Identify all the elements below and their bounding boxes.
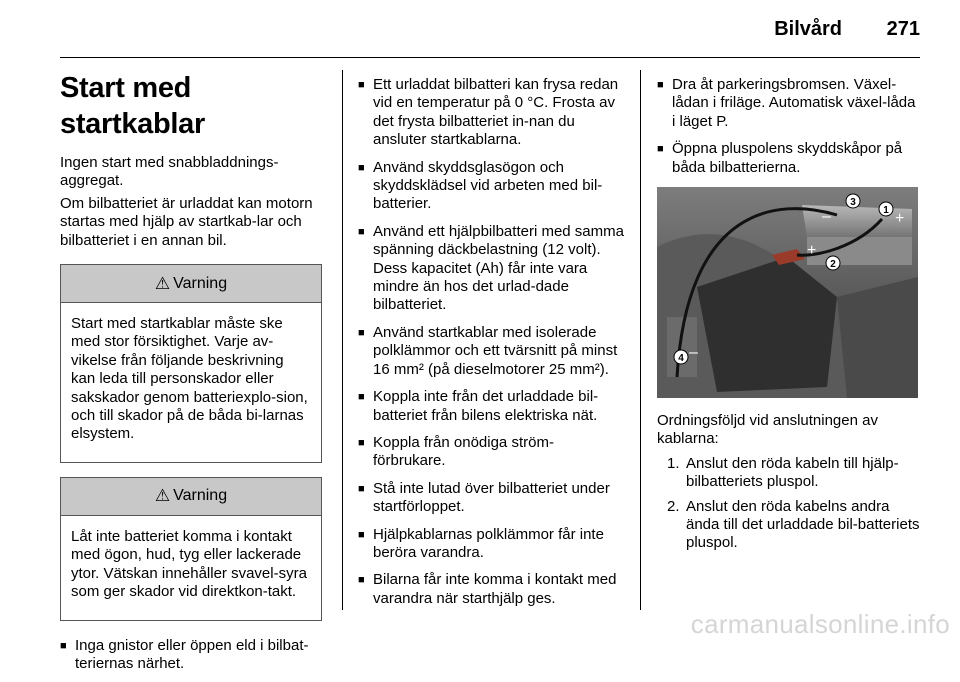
svg-text:+: + bbox=[895, 210, 905, 228]
warning-box bbox=[60, 477, 322, 621]
list-item: ■ Ett urladdat bilbatteri kan frysa redan vid en temperatur på 0 °C. Frosta av det frysta bilbatteriet in-nan du ansluter startkablarna. bbox=[358, 76, 624, 150]
bullet-list bbox=[60, 637, 322, 674]
section-title: Bilvård bbox=[774, 18, 842, 40]
step-number: 1. bbox=[667, 454, 680, 472]
svg-text:1: 1 bbox=[883, 205, 889, 217]
warning-icon: ⚠ bbox=[154, 273, 171, 293]
svg-text:4: 4 bbox=[678, 353, 684, 365]
warning-header bbox=[61, 265, 321, 303]
list-item: ■ Öppna pluspolens skyddskåpor på båda bilbatterierna. bbox=[657, 140, 920, 177]
column-1 bbox=[60, 70, 322, 682]
step-item bbox=[657, 498, 920, 553]
list-item: ■ Dra åt parkeringsbromsen. Växel-lådan i friläge. Automatisk växel-låda i läget P. bbox=[657, 76, 920, 131]
donor-battery-side bbox=[807, 237, 912, 265]
list-item: ■ Bilarna får inte komma i kontakt med varandra när starthjälp ges. bbox=[358, 571, 624, 608]
step-item bbox=[657, 455, 920, 492]
svg-text:–: – bbox=[689, 344, 698, 362]
svg-text:–: – bbox=[822, 208, 831, 226]
list-item: ■ Inga gnistor eller öppen eld i bilbat-teriernas närhet. bbox=[60, 637, 322, 674]
engine-bay-photo bbox=[657, 187, 918, 398]
step-text: Anslut den röda kabeln till hjälp-bilbatteriets pluspol. bbox=[686, 454, 899, 491]
engine-part bbox=[837, 277, 918, 398]
bullet-list bbox=[657, 76, 920, 177]
warning-heading: Varning bbox=[173, 487, 228, 505]
intro-paragraph: Ingen start med snabbladdnings-aggregat. bbox=[60, 154, 279, 190]
svg-text:2: 2 bbox=[830, 259, 836, 271]
header-rule bbox=[60, 57, 920, 58]
warning-body bbox=[61, 516, 321, 620]
list-item: ■ Stå inte lutad över bilbatteriet under startförloppet. bbox=[358, 480, 624, 517]
column-divider bbox=[640, 70, 641, 610]
step-text: Anslut den röda kabelns andra ända till det urladdade bil-batteriets pluspol. bbox=[686, 497, 920, 552]
column-3 bbox=[657, 70, 920, 559]
sequence-intro: Ordningsföljd vid anslutningen av kablarna: bbox=[657, 412, 878, 448]
watermark: carmanualsonline.info bbox=[690, 609, 950, 639]
page-header bbox=[60, 14, 920, 50]
column-2 bbox=[358, 70, 624, 617]
intro-paragraph: Om bilbatteriet är urladdat kan motorn startas med hjälp av startkab-lar och bilbatteriet i en annan bil. bbox=[60, 194, 313, 249]
warning-icon: ⚠ bbox=[154, 486, 171, 506]
bullet-list bbox=[358, 76, 624, 608]
page-number: 271 bbox=[886, 18, 920, 40]
warning-body bbox=[61, 303, 321, 462]
svg-text:+: + bbox=[807, 242, 817, 260]
warning-heading: Varning bbox=[173, 274, 228, 292]
list-item: ■ Koppla inte från det urladdade bil-batteriet från bilens elektriska nät. bbox=[358, 388, 624, 425]
svg-text:3: 3 bbox=[850, 197, 856, 209]
list-item: ■ Koppla från onödiga ström-förbrukare. bbox=[358, 434, 624, 471]
warning-header bbox=[61, 478, 321, 516]
page-title: Start med startkablar bbox=[60, 72, 205, 140]
column-divider bbox=[342, 70, 343, 610]
warning-text: Start med startkablar måste ske med stor försiktighet. Varje av-vikelse från följande beskrivning kan leda till personskador eller sakskador genom batteriexplo-sion, och till skador på de båda bi-larnas elsystem. bbox=[71, 315, 308, 443]
step-number: 2. bbox=[667, 497, 680, 515]
warning-box bbox=[60, 264, 322, 463]
list-item: ■ Hjälpkablarnas polklämmor får inte beröra varandra. bbox=[358, 526, 624, 563]
list-item: ■ Använd ett hjälpbilbatteri med samma spänning däckbelastning (12 volt). Dess kapacitet (Ah) får inte vara mindre än hos det urlad-dade bilbatteriet. bbox=[358, 223, 624, 315]
warning-text: Låt inte batteriet komma i kontakt med ögon, hud, tyg eller lackerade ytor. Vätskan innehåller svavel-syra som ger skador vid direktkon-takt. bbox=[71, 527, 307, 601]
step-list bbox=[657, 455, 920, 553]
list-item: ■ Använd startkablar med isolerade polklämmor och ett tvärsnitt på minst 16 mm² (på dieselmotorer 25 mm²). bbox=[358, 324, 624, 379]
list-item: ■ Använd skyddsglasögon och skyddsklädsel vid arbeten med bil-batterier. bbox=[358, 159, 624, 214]
